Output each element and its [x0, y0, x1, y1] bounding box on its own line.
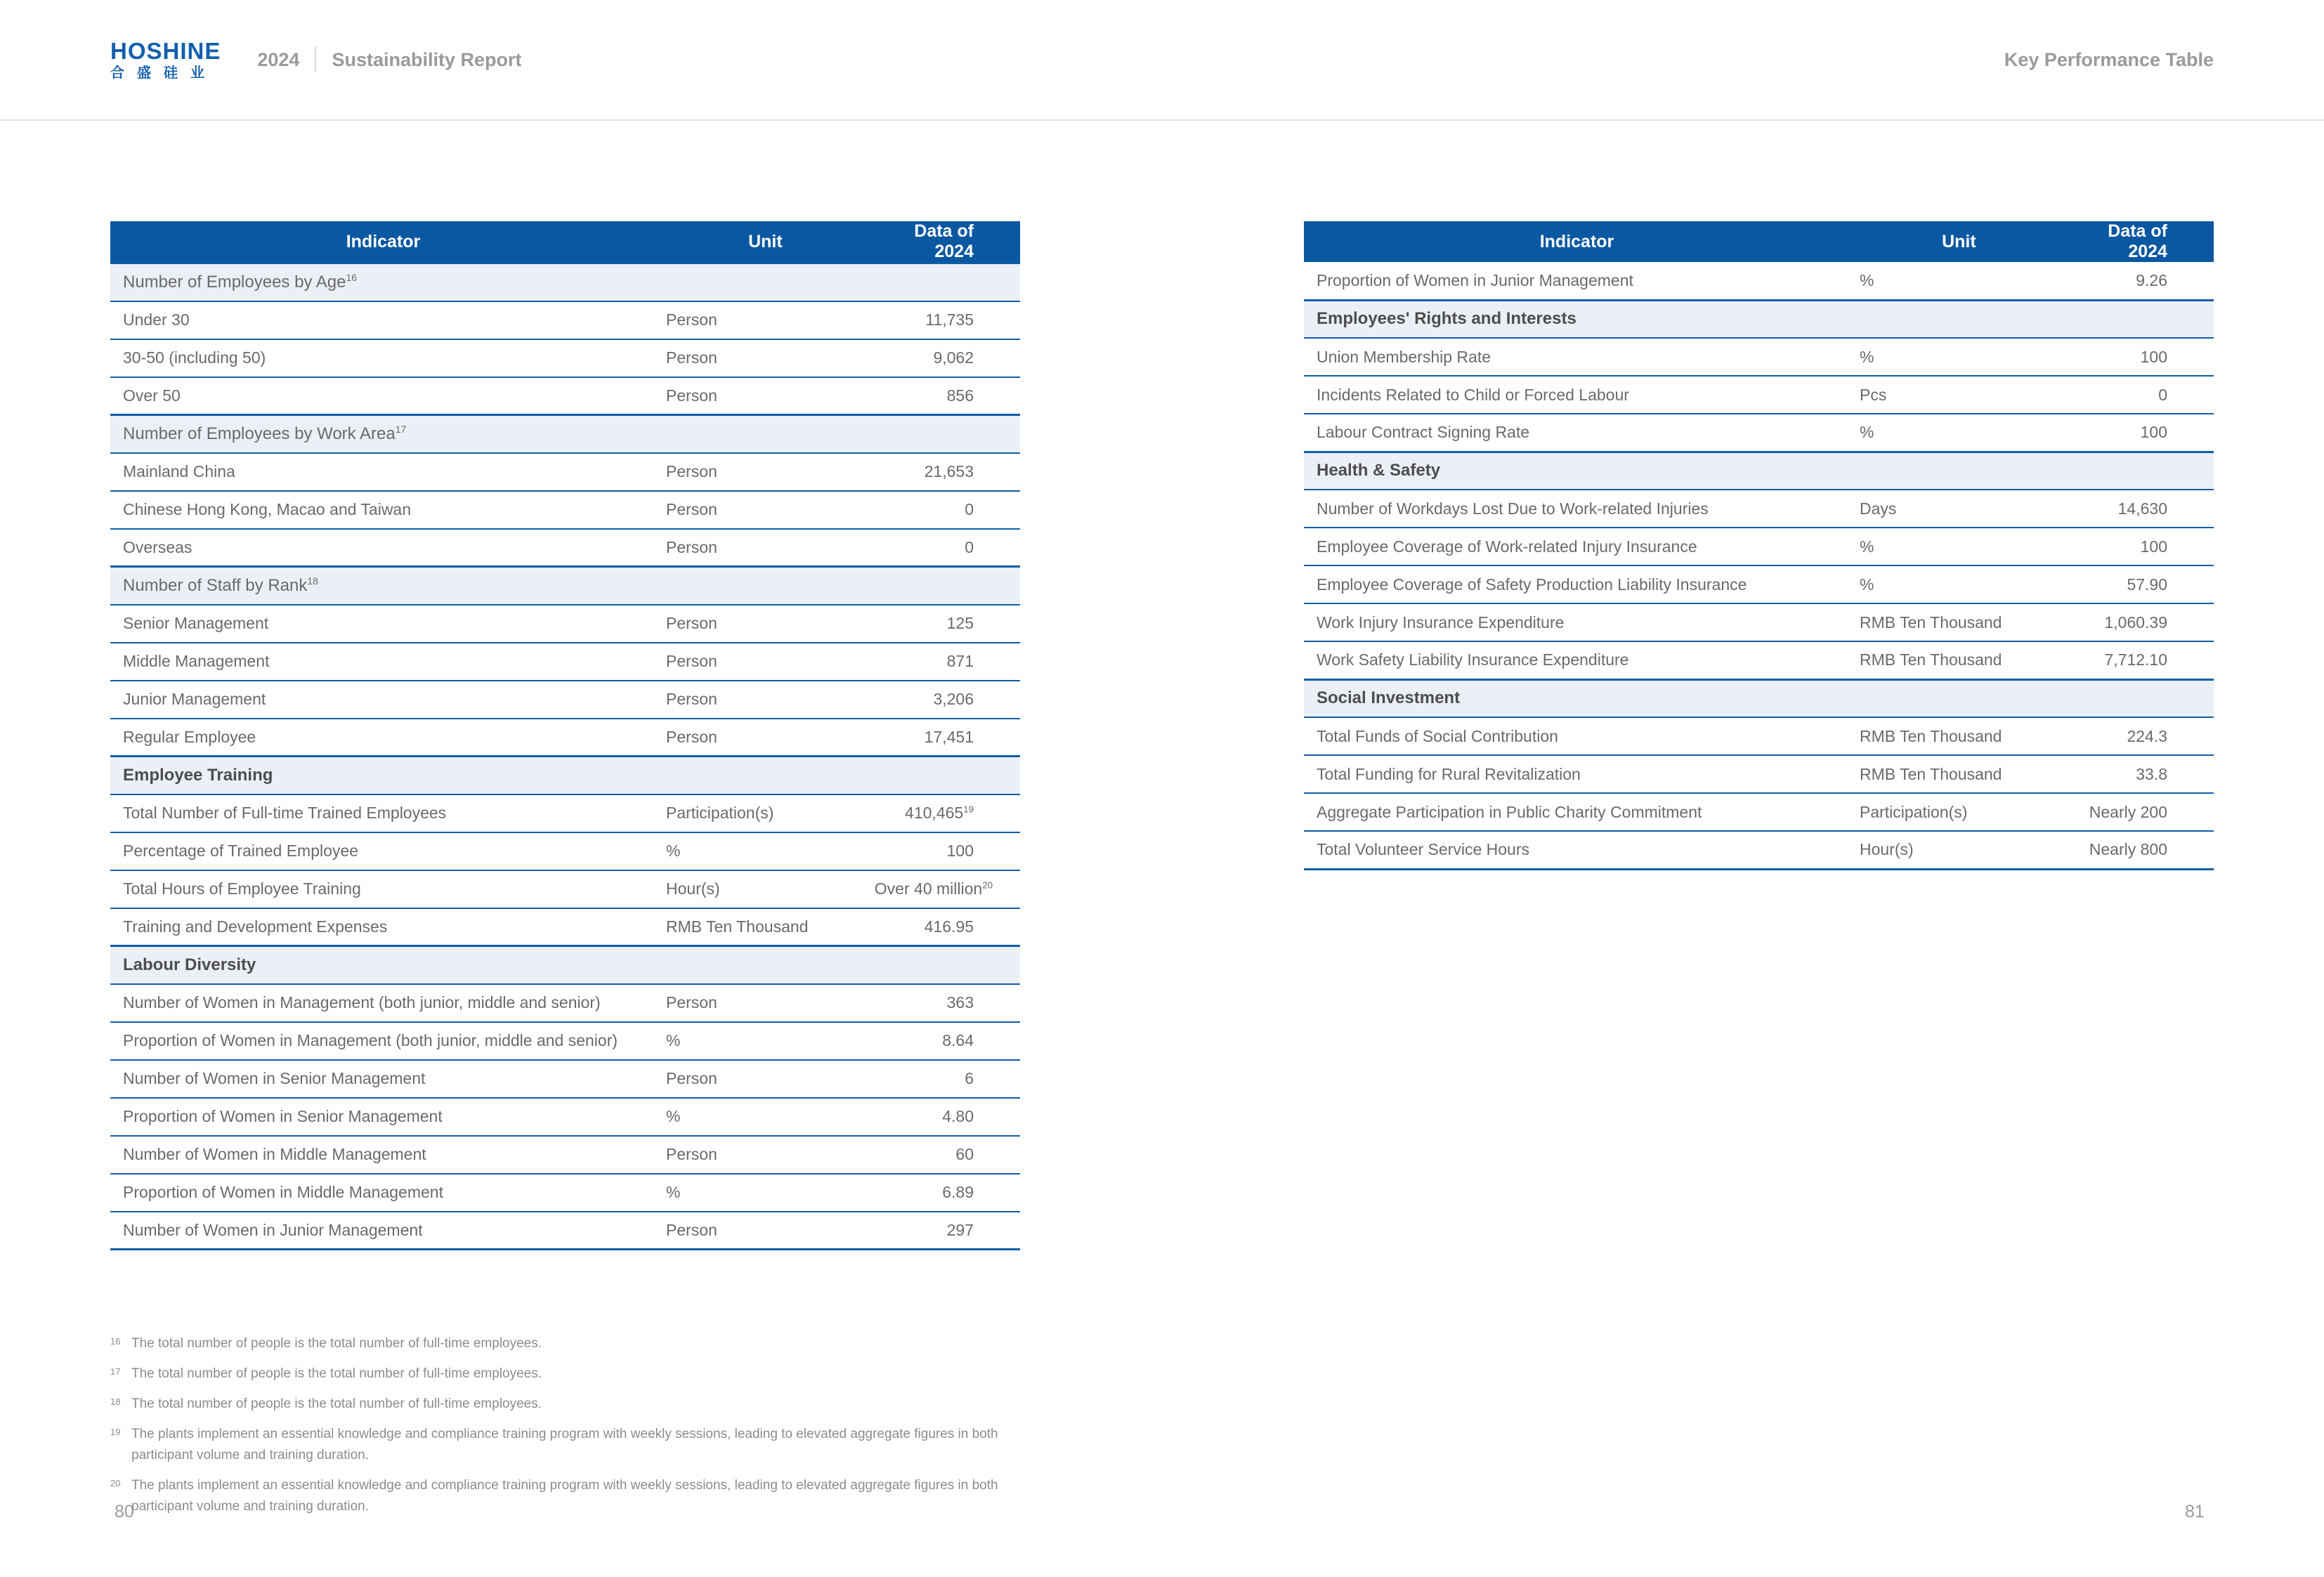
- footnote-marker: 16: [346, 271, 357, 283]
- unit-cell: Days: [1850, 490, 2068, 528]
- indicator-cell: Over 50: [110, 377, 656, 415]
- unit-cell: Participation(s): [656, 794, 875, 832]
- table-row: [110, 377, 1020, 415]
- indicator-cell: Proportion of Women in Management (both junior, middle and senior): [110, 1022, 656, 1060]
- table-row: [1304, 755, 2214, 793]
- value-cell: 4.80: [875, 1098, 1020, 1136]
- indicator-cell: 30-50 (including 50): [110, 339, 656, 377]
- indicator-cell: Work Safety Liability Insurance Expenditure: [1304, 641, 1850, 679]
- unit-cell: RMB Ten Thousand: [1850, 603, 2068, 641]
- report-year: 2024: [257, 48, 300, 70]
- table-row: [110, 1060, 1020, 1098]
- table-row: [110, 301, 1020, 339]
- unit-cell: Pcs: [1850, 376, 2068, 414]
- value-cell: 11,735: [875, 301, 1020, 339]
- value-cell: 6: [875, 1060, 1020, 1098]
- unit-cell: Person: [656, 1212, 875, 1250]
- value-cell: 0: [875, 529, 1020, 567]
- indicator-cell: Total Funding for Rural Revitalization: [1304, 755, 1850, 793]
- table-row: [110, 984, 1020, 1022]
- footnote: [110, 1424, 1045, 1466]
- footnote-marker: 17: [395, 423, 407, 435]
- footnote: [110, 1333, 1045, 1354]
- table-row: [110, 605, 1020, 643]
- unit-cell: Person: [656, 719, 875, 757]
- column-header-unit: Unit: [1850, 221, 2068, 262]
- section-title: Employees' Rights and Interests: [1304, 300, 2214, 338]
- value-cell: 871: [875, 643, 1020, 681]
- unit-cell: Person: [656, 681, 875, 719]
- footnote-marker: 16: [110, 1336, 121, 1347]
- value-cell: 0: [875, 491, 1020, 529]
- column-header-data: Data of 2024: [875, 221, 1020, 263]
- section-title: Employee Training: [110, 757, 1020, 794]
- value-cell: 100: [2068, 414, 2214, 452]
- unit-cell: %: [656, 1022, 875, 1060]
- footnote-marker: 17: [110, 1366, 121, 1377]
- table-row: [1304, 603, 2214, 641]
- table-body: [110, 263, 1020, 1250]
- value-cell: 100: [875, 832, 1020, 870]
- unit-cell: Hour(s): [1850, 831, 2068, 869]
- table-row: [110, 643, 1020, 681]
- table-row: [110, 1098, 1020, 1136]
- table-row: [110, 908, 1020, 946]
- kpi-table-right: [1304, 221, 2214, 870]
- value-cell: 416.95: [875, 908, 1020, 946]
- indicator-cell: Employee Coverage of Safety Production Liability Insurance: [1304, 565, 1850, 603]
- value-cell: 17,451: [875, 719, 1020, 757]
- page-header: [0, 0, 2324, 121]
- column-header-data: Data of 2024: [2068, 221, 2214, 262]
- indicator-cell: Junior Management: [110, 681, 656, 719]
- indicator-cell: Regular Employee: [110, 719, 656, 757]
- indicator-cell: Total Hours of Employee Training: [110, 870, 656, 908]
- unit-cell: %: [1850, 338, 2068, 376]
- footnote-marker: 19: [110, 1427, 121, 1437]
- footnote-text: The total number of people is the total number of full-time employees.: [131, 1336, 542, 1351]
- table-row: [110, 870, 1020, 908]
- indicator-cell: Union Membership Rate: [1304, 338, 1850, 376]
- indicator-cell: Number of Women in Middle Management: [110, 1136, 656, 1174]
- table-row: [110, 491, 1020, 529]
- table-row: [110, 719, 1020, 757]
- unit-cell: Person: [656, 984, 875, 1022]
- value-cell: 9,062: [875, 339, 1020, 377]
- unit-cell: %: [1850, 262, 2068, 300]
- table-row: [1304, 717, 2214, 755]
- section-title: Social Investment: [1304, 679, 2214, 717]
- value-cell: 0: [2068, 376, 2214, 414]
- unit-cell: Hour(s): [656, 870, 875, 908]
- table-row: [110, 453, 1020, 491]
- unit-cell: Person: [656, 1060, 875, 1098]
- unit-cell: RMB Ten Thousand: [1850, 755, 2068, 793]
- footnote: [110, 1363, 1045, 1385]
- indicator-cell: Employee Coverage of Work-related Injury Insurance: [1304, 528, 1850, 565]
- table-header: [110, 221, 1020, 263]
- column-header-unit: Unit: [656, 221, 875, 263]
- indicator-cell: Work Injury Insurance Expenditure: [1304, 603, 1850, 641]
- table-row: [1304, 338, 2214, 376]
- section-title: Number of Staff by Rank$^{18}$: [110, 567, 1020, 605]
- footnote-marker: 20: [982, 879, 993, 891]
- indicator-cell: Percentage of Trained Employee: [110, 832, 656, 870]
- indicator-cell: Mainland China: [110, 453, 656, 491]
- unit-cell: Person: [656, 339, 875, 377]
- value-cell: 14,630: [2068, 490, 2214, 528]
- table-row: [110, 1136, 1020, 1174]
- unit-cell: %: [656, 832, 875, 870]
- value-cell: 6.89: [875, 1174, 1020, 1212]
- table-row: [1304, 793, 2214, 831]
- indicator-cell: Chinese Hong Kong, Macao and Taiwan: [110, 491, 656, 529]
- value-cell: 410,465$^{19}$: [875, 794, 1020, 832]
- value-cell: 9.26: [2068, 262, 2214, 300]
- indicator-cell: Proportion of Women in Junior Management: [1304, 262, 1850, 300]
- unit-cell: %: [656, 1174, 875, 1212]
- table-row: [1304, 528, 2214, 565]
- unit-cell: RMB Ten Thousand: [1850, 717, 2068, 755]
- value-cell: 3,206: [875, 681, 1020, 719]
- section-row: [110, 415, 1020, 453]
- table-row: [1304, 565, 2214, 603]
- table-row: [110, 1212, 1020, 1250]
- column-header-indicator: Indicator: [1304, 221, 1850, 262]
- table-row: [1304, 376, 2214, 414]
- value-cell: 60: [875, 1136, 1020, 1174]
- unit-cell: Person: [656, 491, 875, 529]
- table-row: [110, 832, 1020, 870]
- table-row: [1304, 490, 2214, 528]
- table-row: [110, 1022, 1020, 1060]
- section-title: Number of Employees by Age$^{16}$: [110, 263, 1020, 301]
- value-cell: 33.8: [2068, 755, 2214, 793]
- indicator-cell: Total Volunteer Service Hours: [1304, 831, 1850, 869]
- section-row: [1304, 679, 2214, 717]
- header-row: [110, 221, 1020, 263]
- unit-cell: %: [1850, 414, 2068, 452]
- unit-cell: %: [1850, 528, 2068, 565]
- indicator-cell: Incidents Related to Child or Forced Labour: [1304, 376, 1850, 414]
- table-row: [110, 529, 1020, 567]
- unit-cell: %: [1850, 565, 2068, 603]
- footnote-marker: 20: [110, 1478, 121, 1488]
- unit-cell: Participation(s): [1850, 793, 2068, 831]
- value-cell: 1,060.39: [2068, 603, 2214, 641]
- report-identifier: [257, 47, 521, 72]
- footnote-marker: 18: [110, 1396, 121, 1407]
- footnote-text: The total number of people is the total number of full-time employees.: [131, 1396, 542, 1411]
- table-body: [1304, 262, 2214, 869]
- unit-cell: Person: [656, 301, 875, 339]
- unit-cell: Person: [656, 1136, 875, 1174]
- logo-cjk-text: 合盛硅业: [110, 65, 217, 81]
- unit-cell: Person: [656, 377, 875, 415]
- value-cell: 297: [875, 1212, 1020, 1250]
- unit-cell: RMB Ten Thousand: [1850, 641, 2068, 679]
- report-title: Sustainability Report: [332, 48, 522, 70]
- indicator-cell: Under 30: [110, 301, 656, 339]
- value-cell: Nearly 800: [2068, 831, 2214, 869]
- indicator-cell: Number of Women in Management (both junior, middle and senior): [110, 984, 656, 1022]
- unit-cell: Person: [656, 453, 875, 491]
- unit-cell: %: [656, 1098, 875, 1136]
- section-row: [110, 757, 1020, 794]
- column-header-indicator: Indicator: [110, 221, 656, 263]
- page-number-left: 80: [115, 1502, 134, 1522]
- indicator-cell: Total Number of Full-time Trained Employees: [110, 794, 656, 832]
- unit-cell: Person: [656, 643, 875, 681]
- value-cell: 57.90: [2068, 565, 2214, 603]
- indicator-cell: Total Funds of Social Contribution: [1304, 717, 1850, 755]
- value-cell: 7,712.10: [2068, 641, 2214, 679]
- indicator-cell: Aggregate Participation in Public Charity Commitment: [1304, 793, 1850, 831]
- table-row: [1304, 414, 2214, 452]
- section-row: [1304, 300, 2214, 338]
- value-cell: 856: [875, 377, 1020, 415]
- unit-cell: Person: [656, 529, 875, 567]
- footnote-text: The total number of people is the total number of full-time employees.: [131, 1366, 542, 1381]
- section-title: Number of Employees by Work Area$^{17}$: [110, 415, 1020, 453]
- footnote-marker: 19: [963, 804, 974, 815]
- table-row: [110, 339, 1020, 377]
- value-cell: 100: [2068, 528, 2214, 565]
- table-header: [1304, 221, 2214, 262]
- indicator-cell: Overseas: [110, 529, 656, 567]
- value-cell: 224.3: [2068, 717, 2214, 755]
- section-row: [110, 263, 1020, 301]
- header-row: [1304, 221, 2214, 262]
- indicator-cell: Number of Women in Senior Management: [110, 1060, 656, 1098]
- footnote: [110, 1394, 1045, 1415]
- logo-latin-text: HOSHINE: [110, 38, 221, 64]
- value-cell: 125: [875, 605, 1020, 643]
- indicator-cell: Number of Workdays Lost Due to Work-related Injuries: [1304, 490, 1850, 528]
- indicator-cell: Number of Women in Junior Management: [110, 1212, 656, 1250]
- indicator-cell: Training and Development Expenses: [110, 908, 656, 946]
- section-title: Labour Diversity: [110, 946, 1020, 984]
- indicator-cell: Proportion of Women in Senior Management: [110, 1098, 656, 1136]
- vertical-divider: [315, 47, 316, 72]
- footnotes-block: [110, 1333, 1045, 1526]
- value-cell: 100: [2068, 338, 2214, 376]
- kpi-table-left: [110, 221, 1020, 1250]
- table-row: [1304, 641, 2214, 679]
- value-cell: 8.64: [875, 1022, 1020, 1060]
- section-row: [1304, 452, 2214, 490]
- footnote-text: The plants implement an essential knowledge and compliance training program with weekly sessions, leading to elevated aggregate figures in both participant volume and training duration.: [131, 1478, 998, 1514]
- value-cell: 363: [875, 984, 1020, 1022]
- indicator-cell: Labour Contract Signing Rate: [1304, 414, 1850, 452]
- section-title: Health & Safety: [1304, 452, 2214, 490]
- value-cell: Nearly 200: [2068, 793, 2214, 831]
- footnote: [110, 1475, 1045, 1517]
- page-number-right: 81: [2185, 1502, 2205, 1522]
- unit-cell: RMB Ten Thousand: [656, 908, 875, 946]
- indicator-cell: Proportion of Women in Middle Management: [110, 1174, 656, 1212]
- indicator-cell: Middle Management: [110, 643, 656, 681]
- indicator-cell: Senior Management: [110, 605, 656, 643]
- unit-cell: Person: [656, 605, 875, 643]
- footnote-marker: 18: [307, 575, 318, 587]
- table-row: [110, 681, 1020, 719]
- table-row: [1304, 831, 2214, 869]
- value-cell: Over 40 million$^{20}$: [875, 870, 1020, 908]
- table-row: [110, 1174, 1020, 1212]
- section-row: [110, 567, 1020, 605]
- footnote-text: The plants implement an essential knowledge and compliance training program with weekly sessions, leading to elevated aggregate figures in both participant volume and training duration.: [131, 1427, 998, 1463]
- value-cell: 21,653: [875, 453, 1020, 491]
- table-row: [1304, 262, 2214, 300]
- section-row: [110, 946, 1020, 984]
- page-title: Key Performance Table: [2004, 48, 2214, 70]
- table-row: [110, 794, 1020, 832]
- hoshine-logo: [110, 39, 221, 80]
